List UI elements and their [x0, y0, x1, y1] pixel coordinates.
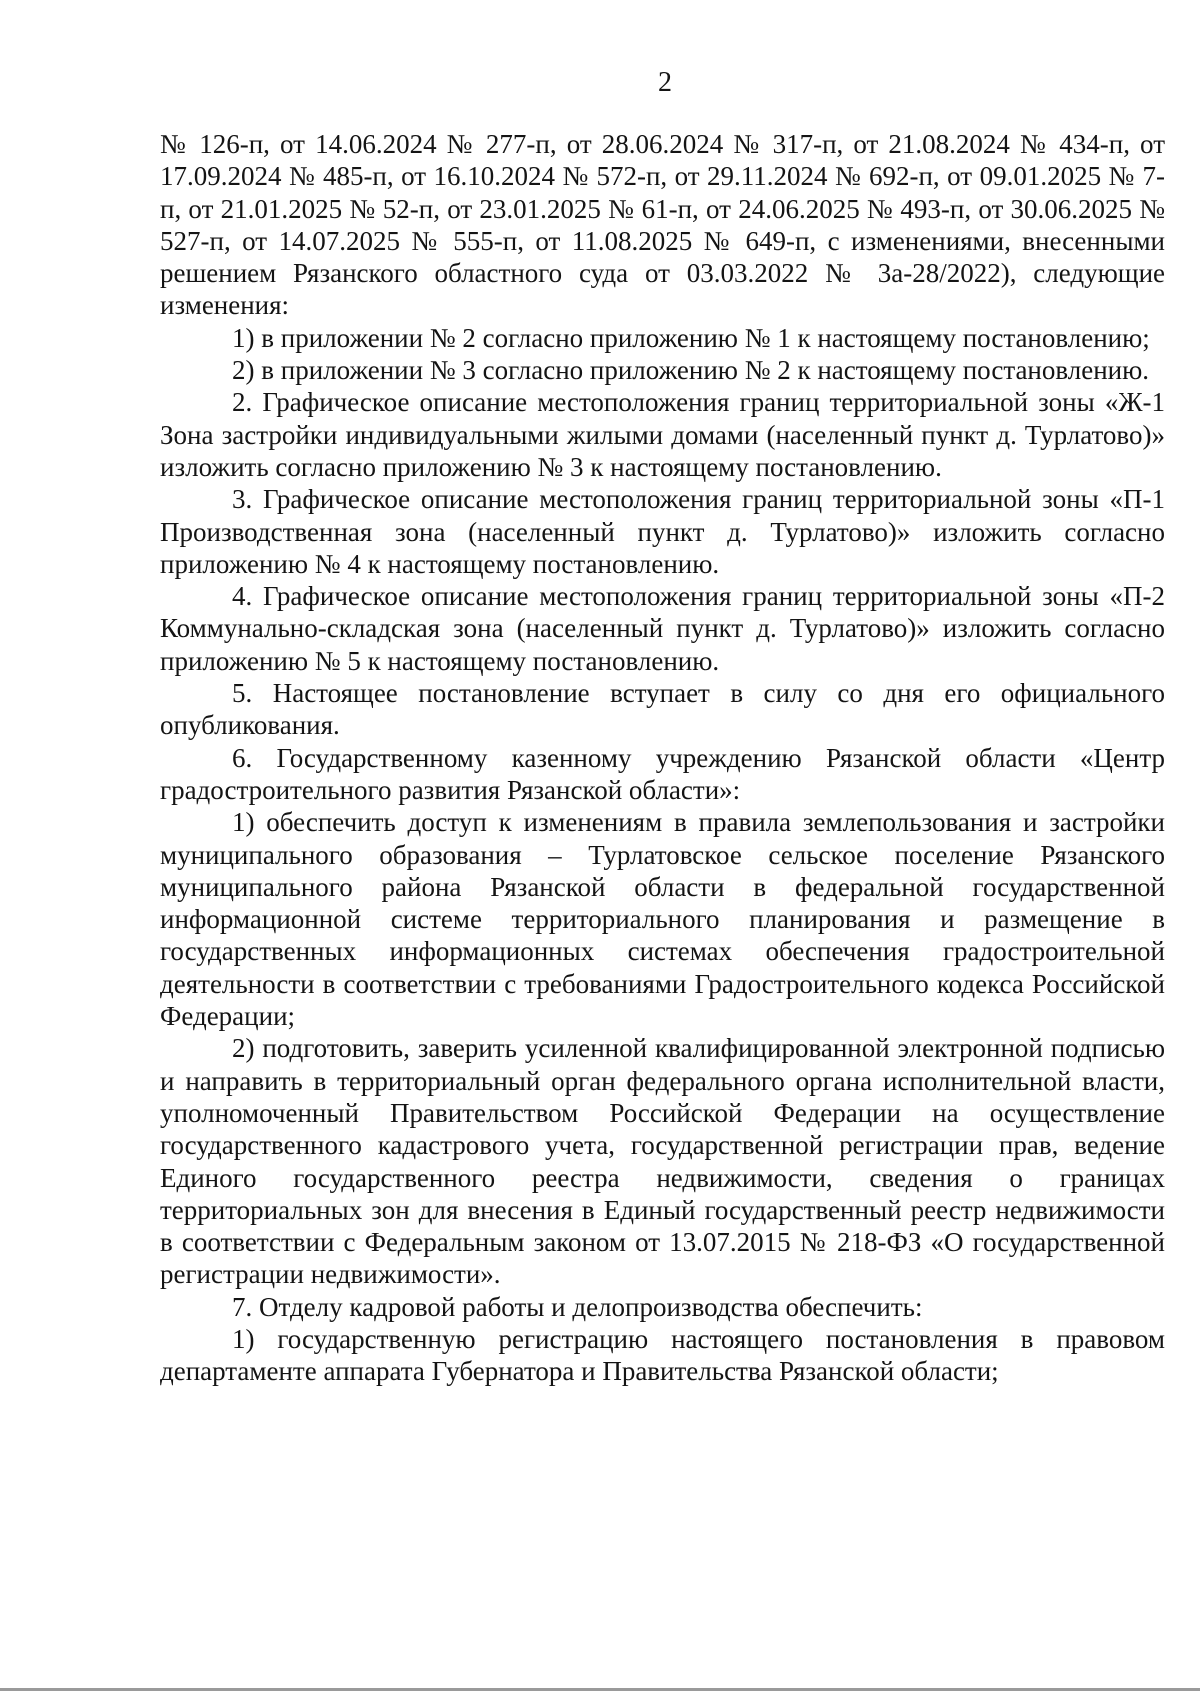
paragraph-item-1-1: 1) в приложении № 2 согласно приложению № 1 к настоящему постановлению;: [232, 322, 1150, 353]
paragraph-clause-6: 6. Государственному казенному учреждению Рязанской области «Центр градостроительного развития Рязанской области»:: [160, 742, 1165, 805]
paragraph-amendment-list: № 126-п, от 14.06.2024 № 277-п, от 28.06.2024 № 317-п, от 21.08.2024 № 434-п, от 17.09.2024 № 485-п, от 16.10.2024 № 572-п, от 29.11.2024 № 692-п, от 09.01.2025 № 7-п, от 21.01.2025 № 52-п, от 23.01.2025 № 61-п, от 24.06.2025 № 493-п, от 30.06.2025 № 527-п, от 14.07.2025 № 555-п, от 11.08.2025 № 649-п, с изменениями, внесенными решением Рязанского областного суда от 03.03.2022 № 3а-28/2022), следующие изменения:: [160, 129, 1165, 321]
scan-edge-divider: [0, 1688, 1200, 1691]
paragraph-clause-7: 7. Отделу кадровой работы и делопроизводства обеспечить:: [232, 1291, 923, 1322]
paragraph-clause-5: 5. Настоящее постановление вступает в силу со дня его официального опубликования.: [160, 678, 1165, 741]
paragraph-item-1-2: 2) в приложении № 3 согласно приложению № 2 к настоящему постановлению.: [232, 355, 1150, 386]
paragraph-clause-2: 2. Графическое описание местоположения границ территориальной зоны «Ж-1 Зона застройки индивидуальными жилыми домами (населенный пункт д. Турлатово)» изложить согласно приложению № 3 к настоящему постановлению.: [160, 387, 1165, 482]
paragraph-clause-7-item-1: 1) государственную регистрацию настоящего постановления в правовом департаменте аппарата Губернатора и Правительства Рязанской области;: [160, 1323, 1165, 1387]
paragraph-clause-6-item-1: 1) обеспечить доступ к изменениям в правила землепользования и застройки муниципального образования – Турлатовское сельское поселение Рязанского муниципального района Рязанской области в федеральной государственной информационной системе территориального планирования и размещение в государственных информационных системах обеспечения градостроительной деятельности в соответствии с требованиями Градостроительного кодекса Российской Федерации;: [160, 807, 1165, 1032]
paragraph-clause-3: 3. Графическое описание местоположения границ территориальной зоны «П-1 Производственная зона (населенный пункт д. Турлатово)» изложить согласно приложению № 4 к настоящему постановлению.: [160, 484, 1165, 579]
page-number: 2: [658, 67, 672, 98]
paragraph-clause-6-item-2: 2) подготовить, заверить усиленной квалифицированной электронной подписью и направить в территориальный орган федерального органа исполнительной власти, уполномоченный Правительством Российской Федерации на осуществление государственного кадастрового учета, государственной регистрации прав, ведение Единого государственного реестра недвижимости, сведения о границах территориальных зон для внесения в Единый государственный реестр недвижимости в соответствии с Федеральным законом от 13.07.2015 № 218-ФЗ «О государственной регистрации недвижимости».: [160, 1033, 1165, 1290]
document-body: [160, 128, 1165, 1388]
paragraph-clause-4: 4. Графическое описание местоположения границ территориальной зоны «П-2 Коммунально-складская зона (населенный пункт д. Турлатово)» изложить согласно приложению № 5 к настоящему постановлению.: [160, 581, 1165, 676]
